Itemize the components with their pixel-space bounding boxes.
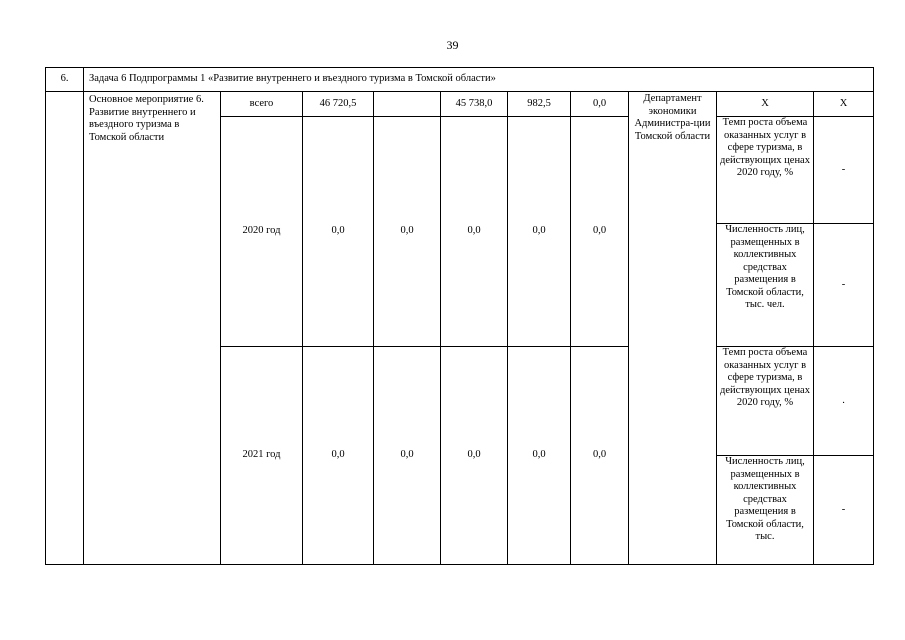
totals-indicator: X [717, 92, 814, 117]
year-total: 0,0 [303, 117, 374, 347]
totals-federal [374, 92, 441, 117]
indicator-value: - [814, 224, 874, 347]
year-regional: 0,0 [441, 347, 508, 565]
year-other: 0,0 [571, 347, 629, 565]
totals-total: 46 720,5 [303, 92, 374, 117]
task-title: Задача 6 Подпрограммы 1 «Развитие внутреннего и въездного туризма в Томской области» [84, 68, 874, 92]
year-period: 2020 год [221, 117, 303, 347]
year-other: 0,0 [571, 117, 629, 347]
year-total: 0,0 [303, 347, 374, 565]
totals-value: X [814, 92, 874, 117]
year-regional: 0,0 [441, 117, 508, 347]
indicator-name: Темп роста объема оказанных услуг в сфере туризма, в действующих ценах 2020 году, % [717, 347, 814, 456]
indicator-name: Темп роста объема оказанных услуг в сфере туризма, в действующих ценах 2020 году, % [717, 117, 814, 224]
year-federal: 0,0 [374, 347, 441, 565]
task-number: 6. [46, 68, 84, 92]
totals-regional: 45 738,0 [441, 92, 508, 117]
department: Департамент экономики Администра-ции Томской области [629, 92, 717, 565]
totals-row [46, 92, 874, 117]
indicator-value: . [814, 347, 874, 456]
page-number: 39 [446, 38, 459, 52]
year-period: 2021 год [221, 347, 303, 565]
measure-name: Основное мероприятие 6. Развитие внутреннего и въездного туризма в Томской области [84, 92, 221, 565]
indicator-value: - [814, 456, 874, 565]
indicator-name: Численность лиц, размещенных в коллективных средствах размещения в Томской области, тыс. чел. [717, 224, 814, 347]
budget-table [45, 67, 874, 565]
indicator-value: - [814, 117, 874, 224]
year-local: 0,0 [508, 117, 571, 347]
empty-number-cell [46, 92, 84, 565]
task-row [46, 68, 874, 92]
totals-other: 0,0 [571, 92, 629, 117]
indicator-name: Численность лиц, размещенных в коллективных средствах размещения в Томской области, тыс. [717, 456, 814, 565]
totals-period: всего [221, 92, 303, 117]
totals-local: 982,5 [508, 92, 571, 117]
year-federal: 0,0 [374, 117, 441, 347]
year-local: 0,0 [508, 347, 571, 565]
